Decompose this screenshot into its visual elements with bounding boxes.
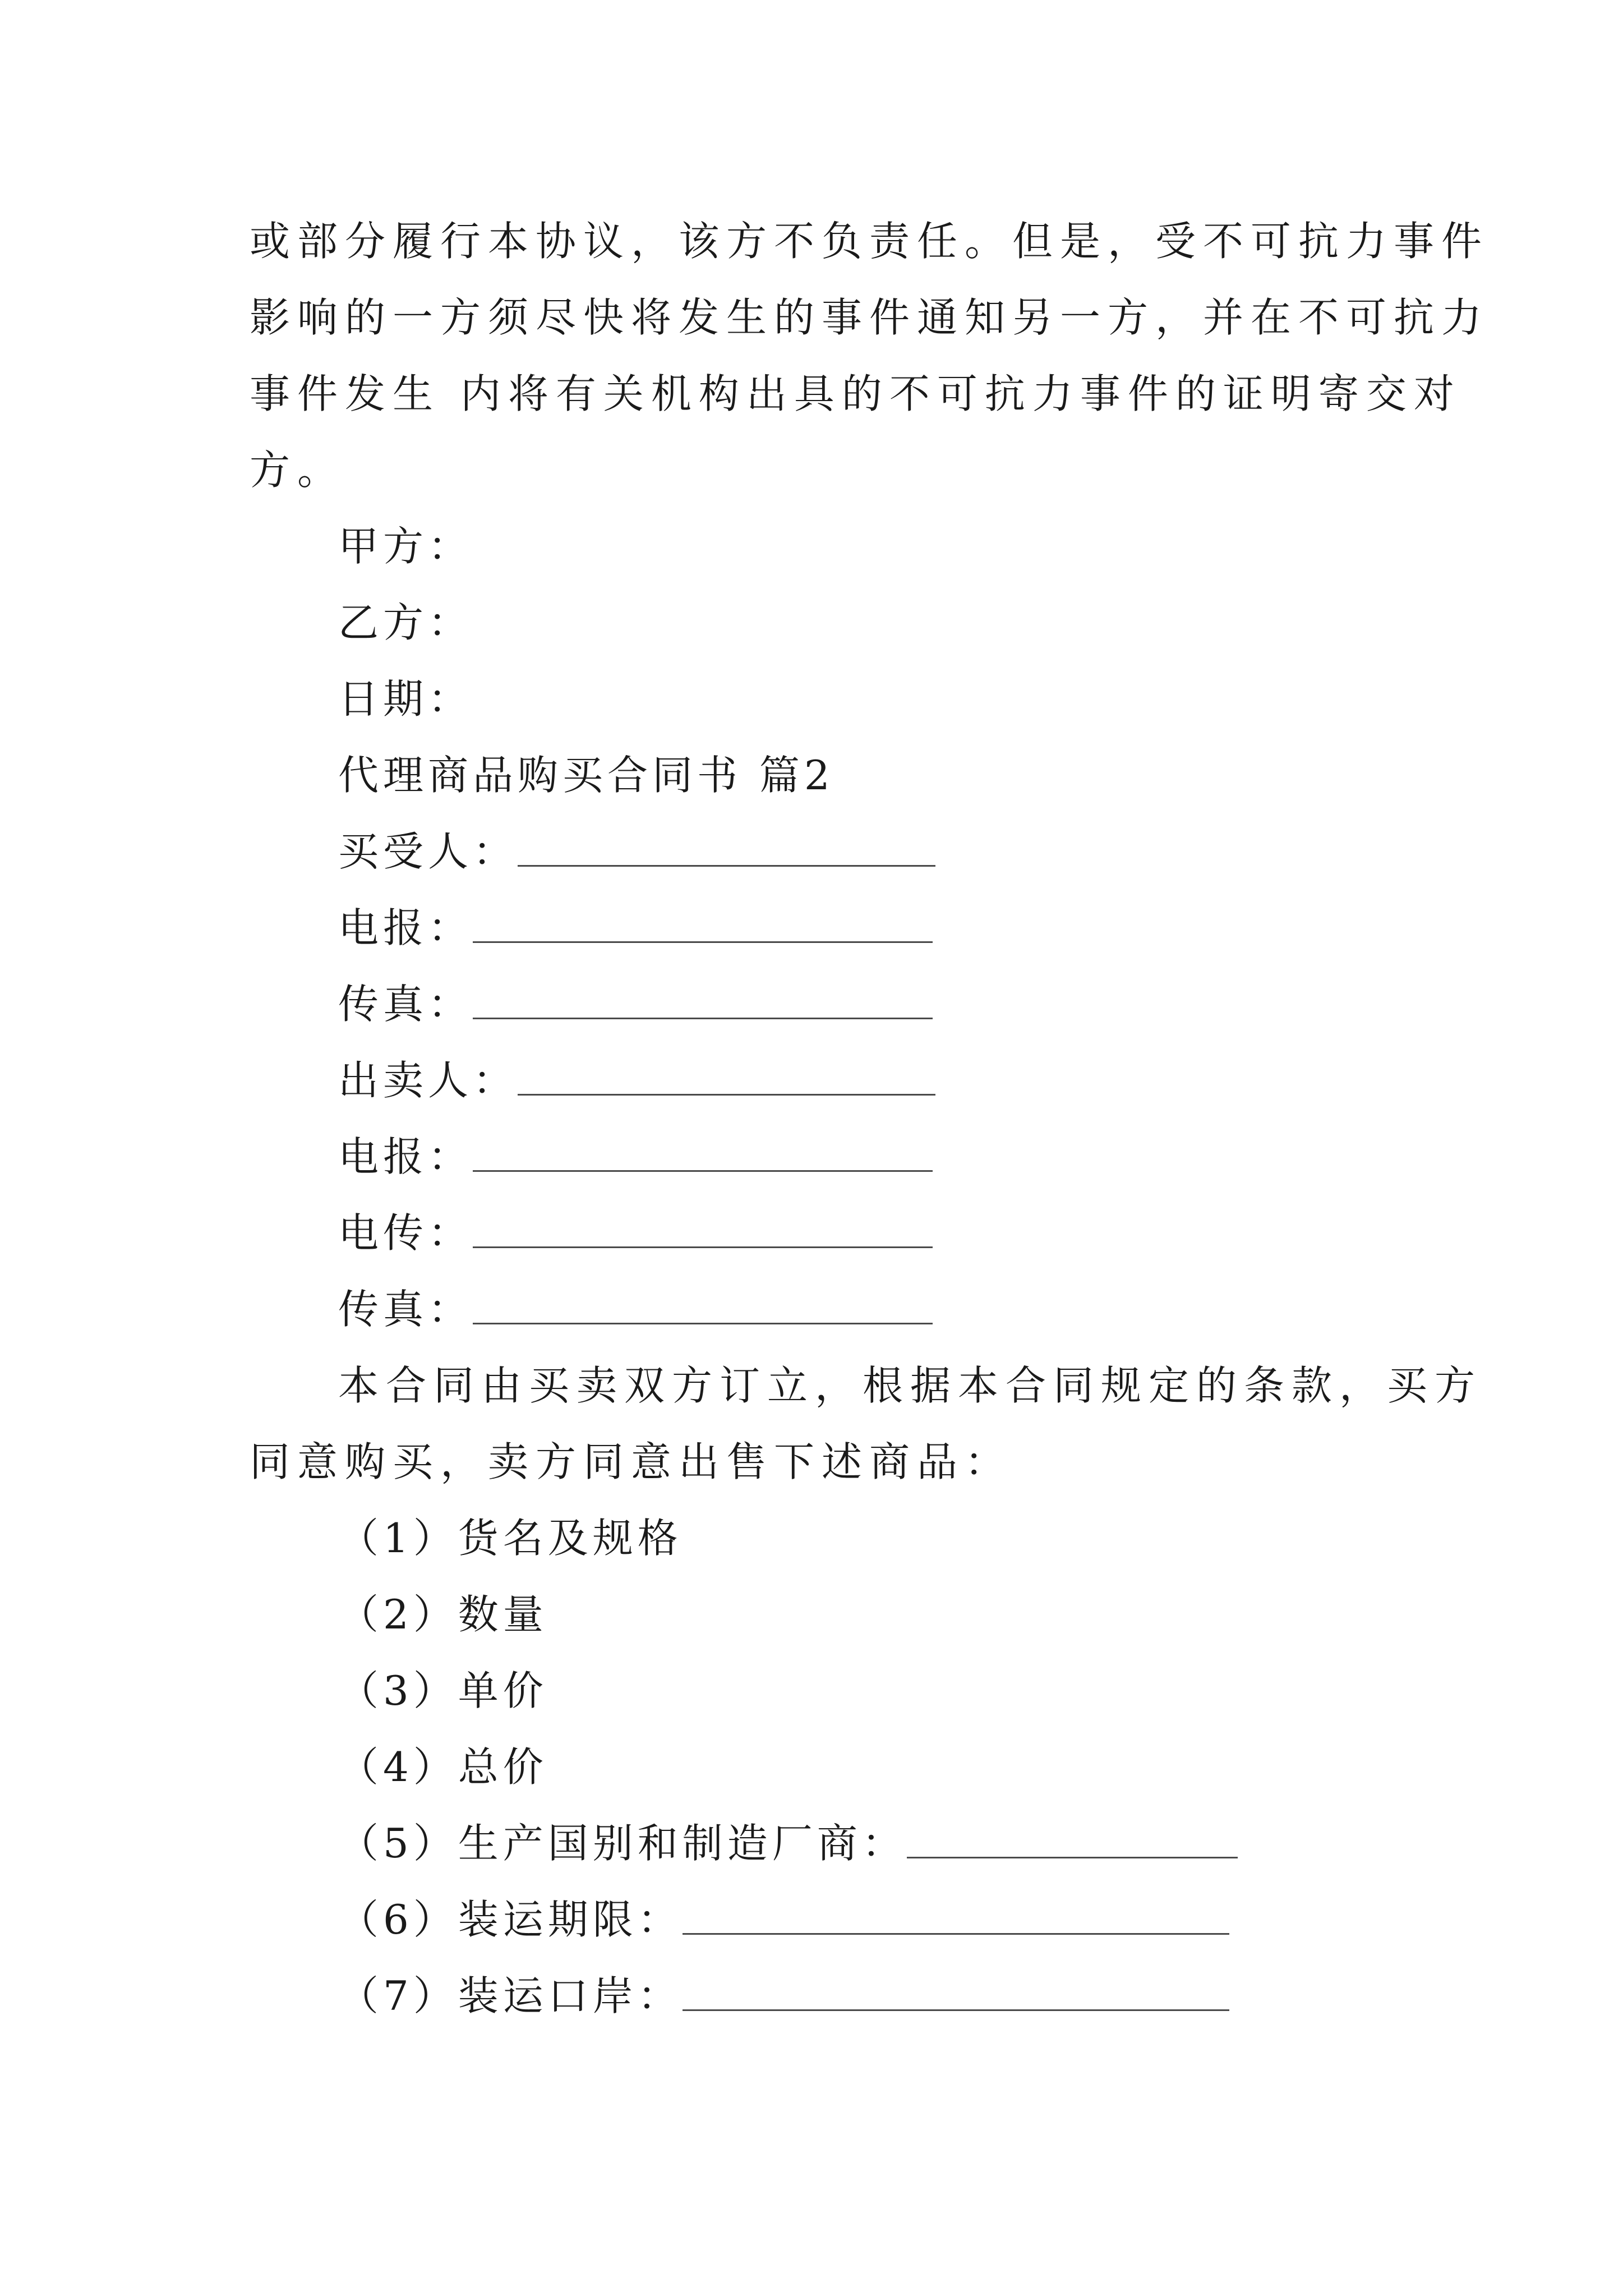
- item-2: （2）数量: [338, 1591, 548, 1638]
- seller-fax-label: 传真：: [338, 1286, 473, 1333]
- buyer-telegram-field: [338, 900, 933, 956]
- item-6-blank: [683, 1899, 1229, 1935]
- date-label: 日期：: [338, 675, 473, 723]
- seller-fax-blank: [473, 1289, 933, 1324]
- paragraph-1-line-2: 影响的一方须尽快将发生的事件通知另一方，并在不可抗力: [250, 294, 1490, 341]
- party-b-label: 乙方：: [338, 599, 473, 646]
- seller-telegram-field: [338, 1129, 933, 1185]
- seller-telex-field: [338, 1205, 933, 1261]
- paragraph-2-line-1: 本合同由买卖双方订立，根据本合同规定的条款，买方: [338, 1362, 1483, 1409]
- seller-telex-blank: [473, 1213, 933, 1248]
- item-1: （1）货名及规格: [338, 1515, 683, 1562]
- item-5-label: （5）生产国别和制造厂商：: [338, 1820, 907, 1867]
- seller-name-blank: [518, 1060, 935, 1096]
- seller-telegram-label: 电报：: [338, 1133, 473, 1180]
- item-5-field: [338, 1815, 1238, 1871]
- item-5-blank: [907, 1823, 1238, 1858]
- buyer-name-blank: [518, 831, 935, 867]
- buyer-name-label: 买受人：: [338, 828, 518, 875]
- seller-name-label: 出卖人：: [338, 1057, 518, 1104]
- party-a-label: 甲方：: [338, 523, 473, 570]
- buyer-name-field: [338, 823, 935, 880]
- paragraph-2-line-2: 同意购买，卖方同意出售下述商品：: [250, 1438, 1013, 1485]
- item-7-field: [338, 1968, 1229, 2024]
- seller-telegram-blank: [473, 1137, 933, 1172]
- paragraph-1-line-3: 事件发生 内将有关机构出具的不可抗力事件的证明寄交对: [250, 370, 1461, 417]
- item-7-blank: [683, 1976, 1229, 2011]
- section-title: 代理商品购买合同书 篇2: [338, 752, 834, 799]
- item-6-field: [338, 1892, 1229, 1948]
- buyer-fax-field: [338, 976, 933, 1032]
- paragraph-1-line-1: 或部分履行本协议，该方不负责任。但是，受不可抗力事件: [250, 218, 1490, 265]
- buyer-fax-blank: [473, 984, 933, 1019]
- seller-telex-label: 电传：: [338, 1209, 473, 1257]
- paragraph-1-line-4: 方。: [250, 447, 345, 494]
- item-7-label: （7）装运口岸：: [338, 1972, 683, 2019]
- buyer-telegram-label: 电报：: [338, 904, 473, 951]
- seller-fax-field: [338, 1281, 933, 1337]
- item-6-label: （6）装运期限：: [338, 1896, 683, 1943]
- seller-name-field: [338, 1052, 935, 1108]
- item-3: （3）单价: [338, 1667, 548, 1714]
- buyer-fax-label: 传真：: [338, 981, 473, 1028]
- item-4: （4）总价: [338, 1743, 548, 1791]
- buyer-telegram-blank: [473, 908, 933, 943]
